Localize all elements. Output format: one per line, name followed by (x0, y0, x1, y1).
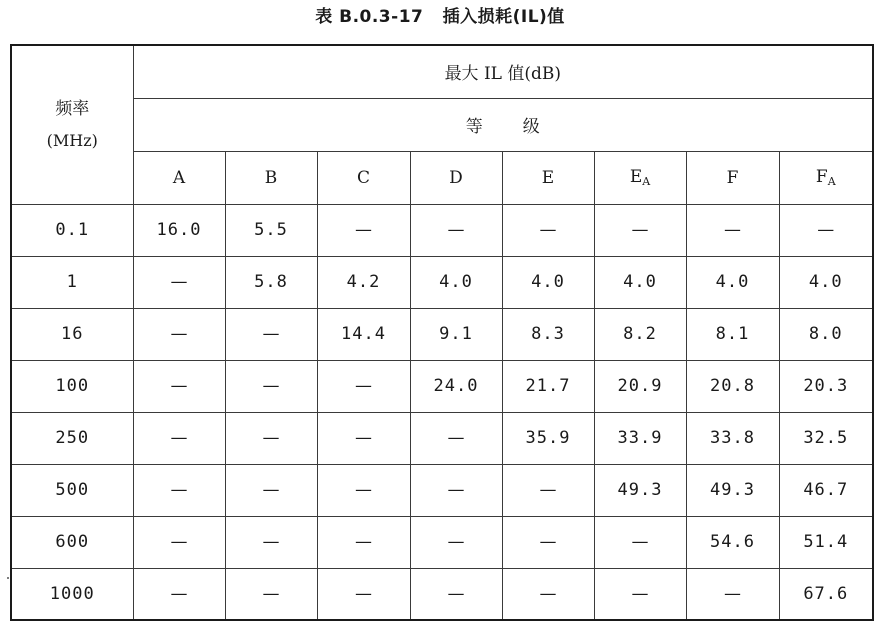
il-value-cell: 14.4 (317, 308, 410, 360)
grade-header-b (225, 151, 317, 204)
empty-value-cell: — (133, 412, 225, 464)
empty-value-cell: — (502, 516, 594, 568)
grade-letter: C (356, 167, 370, 188)
grade-subscript: A (827, 175, 836, 188)
il-value-cell: 4.2 (317, 256, 410, 308)
empty-value-cell: — (133, 360, 225, 412)
il-value-cell: 20.3 (779, 360, 873, 412)
grade-header-e (502, 151, 594, 204)
empty-value-cell: — (225, 464, 317, 516)
empty-value-cell: — (502, 464, 594, 516)
grade-letter: A (172, 167, 186, 188)
scan-artifact-dot (7, 577, 9, 579)
table-row (11, 568, 873, 620)
empty-value-cell: — (225, 568, 317, 620)
grade-letter: F (815, 167, 828, 187)
table-row (11, 256, 873, 308)
grade-header-c (317, 151, 410, 204)
table-row (11, 412, 873, 464)
grade-letter: E (541, 167, 555, 188)
empty-value-cell: — (686, 568, 779, 620)
il-value-cell: 9.1 (410, 308, 502, 360)
frequency-cell: 250 (11, 412, 133, 464)
table-row (11, 516, 873, 568)
il-value-cell: 20.8 (686, 360, 779, 412)
empty-value-cell: — (779, 204, 873, 256)
grade-letter: F (726, 167, 739, 188)
table-row (11, 308, 873, 360)
empty-value-cell: — (225, 412, 317, 464)
grade-letter: D (449, 167, 463, 188)
empty-value-cell: — (317, 412, 410, 464)
empty-value-cell: — (225, 308, 317, 360)
frequency-cell: 0.1 (11, 204, 133, 256)
il-value-cell: 8.2 (594, 308, 686, 360)
table-body (11, 204, 873, 620)
frequency-header-label: 频率 (55, 98, 90, 119)
il-value-cell: 20.9 (594, 360, 686, 412)
frequency-header (11, 45, 133, 204)
il-value-cell: 49.3 (686, 464, 779, 516)
frequency-cell: 1000 (11, 568, 133, 620)
frequency-cell: 16 (11, 308, 133, 360)
il-value-cell: 5.8 (225, 256, 317, 308)
il-value-cell: 4.0 (686, 256, 779, 308)
table-row (11, 204, 873, 256)
grade-letter: E (629, 167, 643, 187)
empty-value-cell: — (133, 516, 225, 568)
il-value-cell: 16.0 (133, 204, 225, 256)
il-value-cell: 4.0 (779, 256, 873, 308)
il-value-cell: 35.9 (502, 412, 594, 464)
empty-value-cell: — (410, 516, 502, 568)
header-row-max-il (11, 45, 873, 98)
il-value-cell: 8.1 (686, 308, 779, 360)
il-value-cell: 67.6 (779, 568, 873, 620)
empty-value-cell: — (410, 464, 502, 516)
grade-subscript: A (642, 175, 651, 188)
grade-header-f (686, 151, 779, 204)
frequency-cell: 500 (11, 464, 133, 516)
grade-header-ea (594, 151, 686, 204)
empty-value-cell: — (225, 516, 317, 568)
class-header-label: 等级 (465, 117, 580, 137)
empty-value-cell: — (133, 568, 225, 620)
empty-value-cell: — (133, 308, 225, 360)
empty-value-cell: — (317, 204, 410, 256)
il-value-cell: 33.8 (686, 412, 779, 464)
il-value-cell: 4.0 (410, 256, 502, 308)
header-row-class (11, 98, 873, 151)
il-value-cell: 8.3 (502, 308, 594, 360)
il-value-cell: 4.0 (594, 256, 686, 308)
empty-value-cell: — (133, 256, 225, 308)
il-value-cell: 21.7 (502, 360, 594, 412)
grade-header-a (133, 151, 225, 204)
empty-value-cell: — (594, 516, 686, 568)
il-value-cell: 5.5 (225, 204, 317, 256)
il-value-cell: 32.5 (779, 412, 873, 464)
empty-value-cell: — (317, 360, 410, 412)
empty-value-cell: — (133, 464, 225, 516)
empty-value-cell: — (317, 516, 410, 568)
table-row (11, 464, 873, 516)
il-value-cell: 49.3 (594, 464, 686, 516)
insertion-loss-table (10, 44, 874, 621)
frequency-cell: 600 (11, 516, 133, 568)
header-row-grades (11, 151, 873, 204)
frequency-header-unit: (MHz) (46, 130, 98, 150)
empty-value-cell: — (317, 464, 410, 516)
class-header (133, 98, 873, 151)
il-value-cell: 46.7 (779, 464, 873, 516)
frequency-cell: 1 (11, 256, 133, 308)
table-row (11, 360, 873, 412)
empty-value-cell: — (686, 204, 779, 256)
empty-value-cell: — (502, 204, 594, 256)
empty-value-cell: — (594, 568, 686, 620)
frequency-cell: 100 (11, 360, 133, 412)
empty-value-cell: — (317, 568, 410, 620)
il-value-cell: 8.0 (779, 308, 873, 360)
empty-value-cell: — (225, 360, 317, 412)
empty-value-cell: — (410, 204, 502, 256)
il-value-cell: 33.9 (594, 412, 686, 464)
grade-header-d (410, 151, 502, 204)
il-value-cell: 51.4 (779, 516, 873, 568)
empty-value-cell: — (410, 568, 502, 620)
il-value-cell: 54.6 (686, 516, 779, 568)
empty-value-cell: — (594, 204, 686, 256)
empty-value-cell: — (502, 568, 594, 620)
grade-header-fa (779, 151, 873, 204)
il-value-cell: 24.0 (410, 360, 502, 412)
empty-value-cell: — (410, 412, 502, 464)
table-title: 表 B.0.3-17 插入损耗(IL)值 (315, 7, 565, 27)
max-il-header: 最大 IL 值(dB) (133, 45, 873, 98)
grade-letter: B (264, 167, 278, 188)
il-value-cell: 4.0 (502, 256, 594, 308)
